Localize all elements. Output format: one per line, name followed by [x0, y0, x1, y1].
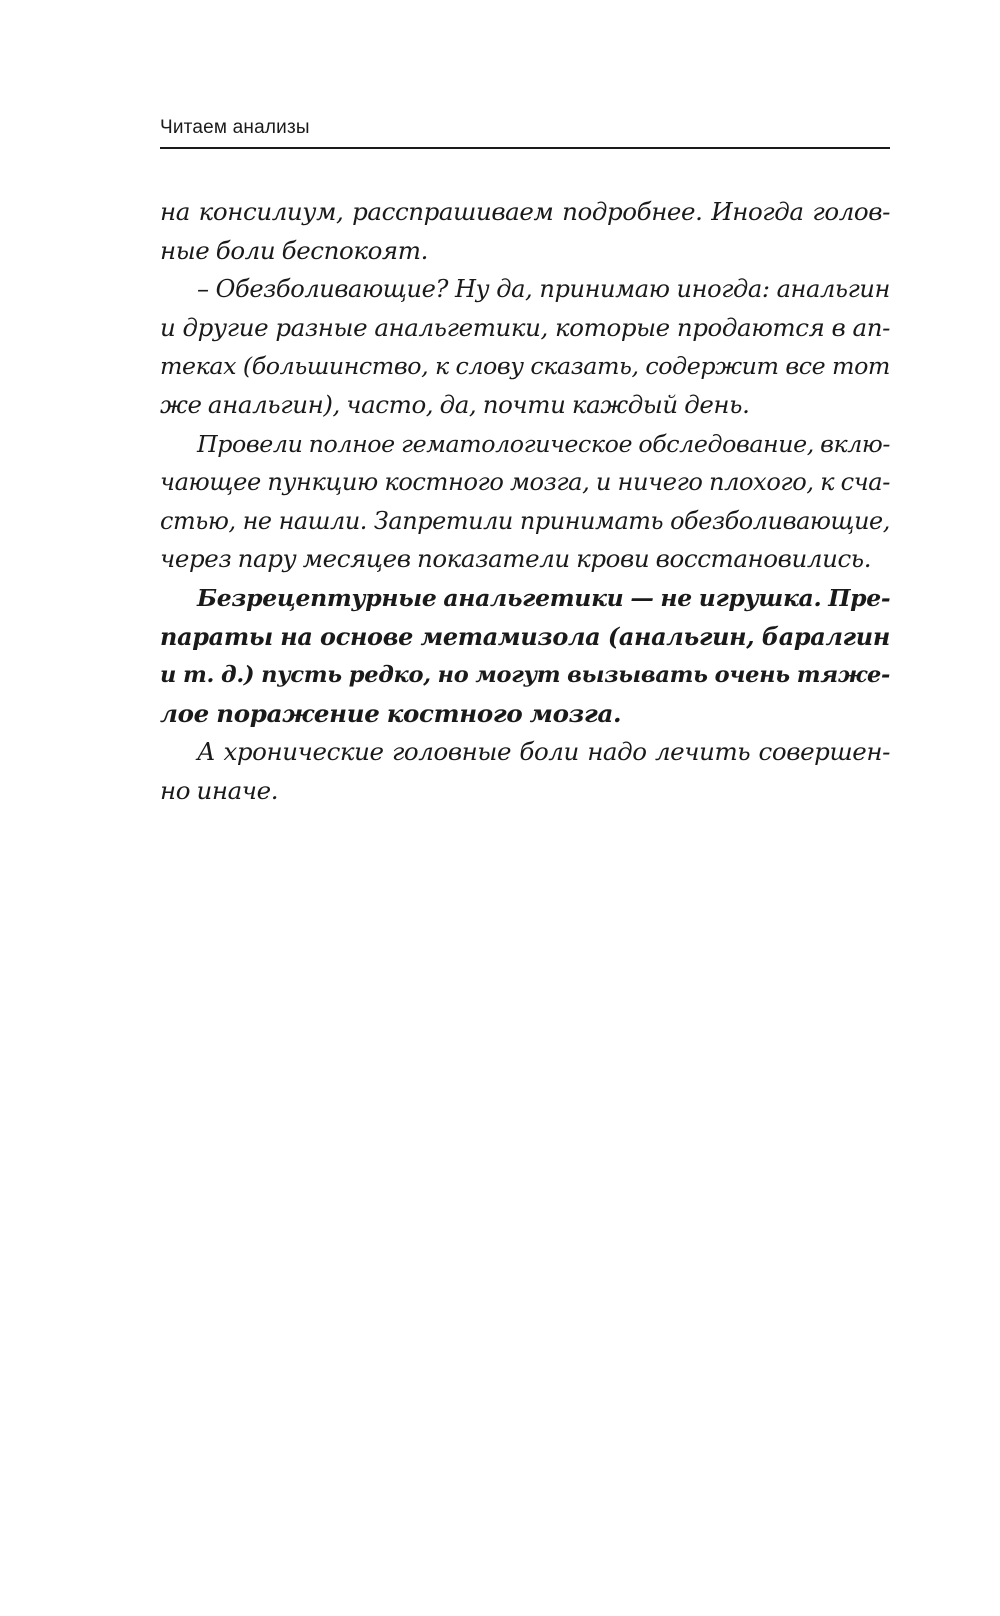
text-line: но иначе.: [160, 775, 279, 805]
text-line: на консилиум, расспрашиваем подробнее. Иногда голов-: [160, 197, 890, 226]
text-line: и т. д.) пусть редко, но могут вызывать очень тяже-: [160, 662, 890, 689]
text-line: Провели полное гематологическое обследование, вклю-: [197, 429, 890, 458]
paragraph-3: [160, 425, 890, 579]
text-line: параты на основе метамизола (анальгин, баралгин: [160, 622, 890, 651]
paragraph-emphasis: [160, 579, 890, 733]
paragraph-5: [160, 733, 890, 810]
text-line: чающее пункцию костного мозга, и ничего плохого, к сча-: [160, 468, 890, 497]
header-rule: [160, 147, 890, 149]
text-line: Безрецептурные анальгетики — не игрушка. Пре-: [197, 583, 891, 612]
running-head: Читаем анализы: [160, 117, 310, 138]
body-text: [160, 193, 890, 811]
text-line: и другие разные анальгетики, которые продаются в ап-: [160, 312, 890, 342]
text-line: теках (большинство, к слову сказать, содержит все тот: [160, 352, 890, 381]
text-line: ные боли беспокоят.: [160, 235, 428, 265]
text-line: стью, не нашли. Запретили принимать обезболивающие,: [160, 506, 890, 535]
text-line: же анальгин), часто, да, почти каждый день.: [160, 389, 750, 419]
text-line: А хронические головные боли надо лечить совершен-: [197, 737, 890, 767]
text-line: лое поражение костного мозга.: [160, 698, 622, 728]
text-line: – Обезболивающие? Ну да, принимаю иногда: анальгин: [197, 275, 890, 304]
paragraph-1: [160, 193, 890, 270]
text-line: через пару месяцев показатели крови восстановились.: [160, 544, 872, 574]
paragraph-2: [160, 270, 890, 424]
